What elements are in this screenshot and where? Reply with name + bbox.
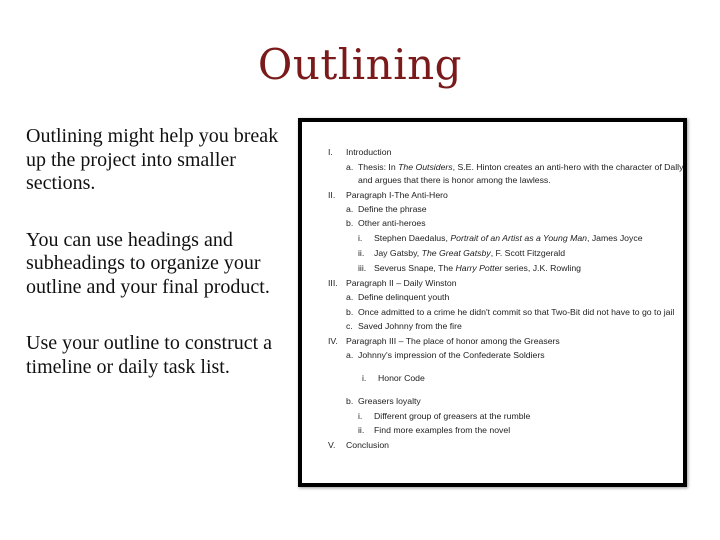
outline-heading: Conclusion: [346, 440, 389, 450]
bullet-list: [26, 125, 288, 412]
outline-marker: iii.: [358, 263, 367, 273]
bullet-item: You can use headings and subheadings to organize your outline and your final product.: [26, 228, 270, 298]
outline-subitem: Jay Gatsby, The Great Gatsby, F. Scott Fitzgerald: [374, 248, 566, 258]
outline-marker: b.: [346, 396, 354, 406]
outline-marker: c.: [346, 321, 353, 331]
slide-title: Outlining: [257, 40, 463, 89]
outline-marker: I.: [328, 147, 333, 157]
outline-marker: i.: [358, 411, 363, 421]
outline-marker: a.: [346, 162, 354, 172]
outline-heading: Introduction: [346, 147, 392, 157]
outline-marker: a.: [346, 204, 354, 214]
outline-item: Other anti-heroes: [358, 218, 426, 228]
outline-marker: i.: [362, 373, 367, 383]
outline-image: [298, 118, 687, 487]
outline-item: Saved Johnny from the fire: [358, 321, 462, 331]
outline-heading: Paragraph II – Daily Winston: [346, 278, 457, 288]
outline-item: Define delinquent youth: [358, 292, 450, 302]
outline-marker: i.: [358, 233, 363, 243]
outline-subitem: Different group of greasers at the rumble: [374, 411, 531, 421]
outline-marker: IV.: [328, 336, 338, 346]
outline-item: Define the phrase: [358, 204, 427, 214]
outline-item-thesis: Thesis: In The Outsiders, S.E. Hinton creates an anti-hero with the character of Dally: [358, 162, 684, 172]
outline-marker: b.: [346, 307, 354, 317]
outline-marker: II.: [328, 190, 336, 200]
outline-marker: b.: [346, 218, 354, 228]
outline-subitem: Honor Code: [378, 373, 425, 383]
outline-subitem: Find more examples from the novel: [374, 425, 511, 435]
outline-marker: a.: [346, 350, 354, 360]
outline-heading: Paragraph I-The Anti-Hero: [346, 190, 448, 200]
bullet-item: Outlining might help you break up the project into smaller sections.: [26, 125, 279, 194]
outline-item: Once admitted to a crime he didn't commit so that Two-Bit did not have to go to jail: [358, 307, 675, 317]
outline-item: Johnny's impression of the Confederate Soldiers: [358, 350, 545, 360]
outline-heading: Paragraph III – The place of honor among the Greasers: [346, 336, 560, 346]
outline-marker: ii.: [358, 248, 365, 258]
outline-marker: III.: [328, 278, 338, 288]
outline-marker: ii.: [358, 425, 365, 435]
outline-marker: a.: [346, 292, 354, 302]
outline-marker: V.: [328, 440, 336, 450]
bullet-item: Use your outline to construct a timeline or daily task list.: [26, 332, 273, 378]
outline-item: Greasers loyalty: [358, 396, 421, 406]
outline-item-thesis-cont: and argues that there is honor among the lawless.: [358, 175, 551, 185]
outline-subitem: Stephen Daedalus, Portrait of an Artist as a Young Man, James Joyce: [374, 233, 643, 243]
outline-subitem: Severus Snape, The Harry Potter series, J.K. Rowling: [374, 263, 581, 273]
